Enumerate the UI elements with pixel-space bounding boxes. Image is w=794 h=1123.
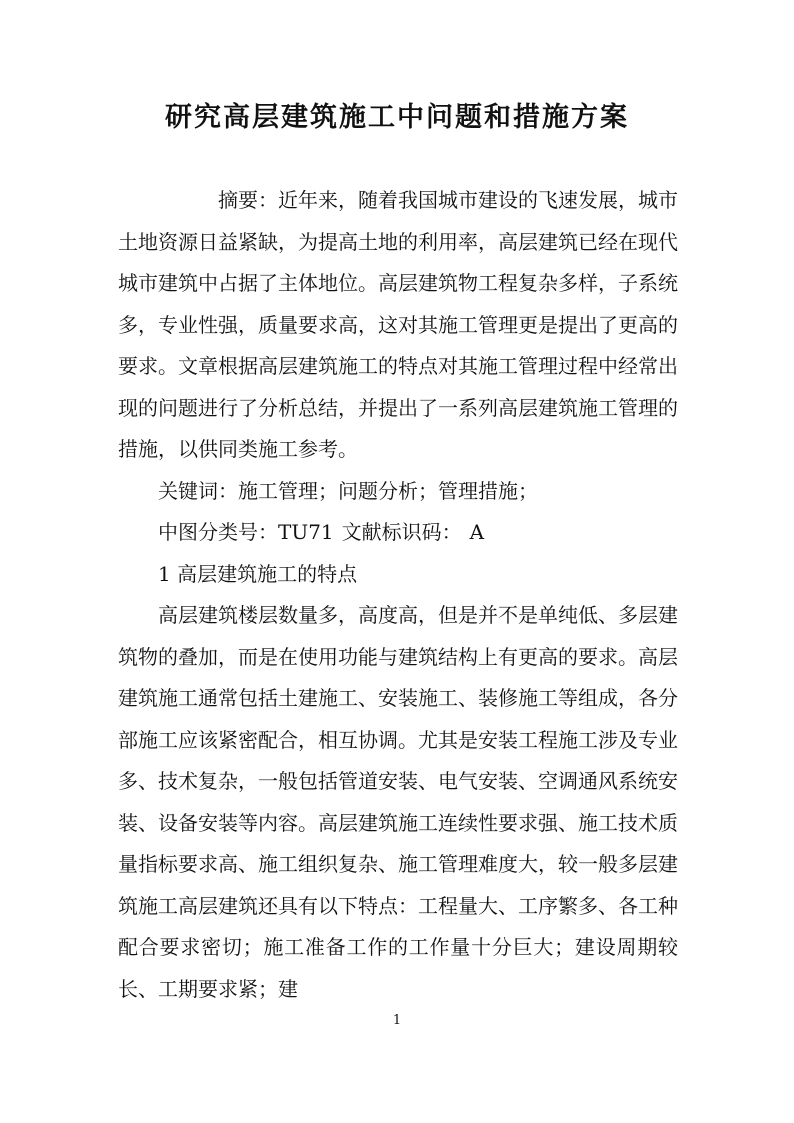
document-title: 研究高层建筑施工中问题和措施方案 bbox=[165, 102, 629, 133]
section-1-paragraph: 高层建筑楼层数量多，高度高，但是并不是单纯低、多层建筑物的叠加，而是在使用功能与建筑结构上有更高的要求。高层建筑施工通常包括土建施工、安装施工、装修施工等组成，各分部施工应该紧密配合，相互协调。尤其是安装工程施工涉及专业多、技术复杂，一般包括管道安装、电气安装、空调通风系统安装、设备安装等内容。高层建筑施工连续性要求强、施工技术质量指标要求高、施工组织复杂、施工管理难度大，较一般多层建筑施工高层建筑还具有以下特点：工程量大、工序繁多、各工种配合要求密切；施工准备工作的工作量十分巨大；建设周期较长、工期要求紧；建 bbox=[118, 603, 678, 1001]
document-identifier-label: 文献标识码： bbox=[341, 520, 462, 544]
page-number: 1 bbox=[392, 1013, 402, 1028]
document-body bbox=[118, 180, 678, 1010]
classification-line bbox=[118, 512, 678, 554]
keywords-line: 关键词：施工管理；问题分析；管理措施； bbox=[158, 478, 538, 503]
section-1-heading: 1 高层建筑施工的特点 bbox=[158, 561, 358, 586]
abstract-paragraph: 摘要：近年来，随着我国城市建设的飞速发展，城市土地资源日益紧缺，为提高土地的利用率，高层建筑已经在现代城市建筑中占据了主体地位。高层建筑物工程复杂多样，子系统多，专业性强，质量要求高，这对其施工管理更是提出了更高的要求。文章根据高层建筑施工的特点对其施工管理过程中经常出现的问题进行了分析总结，并提出了一系列高层建筑施工管理的措施，以供同类施工参考。 bbox=[118, 188, 678, 461]
clc-number: 中图分类号：TU71 bbox=[158, 520, 334, 544]
document-identifier-code: A bbox=[469, 520, 485, 544]
